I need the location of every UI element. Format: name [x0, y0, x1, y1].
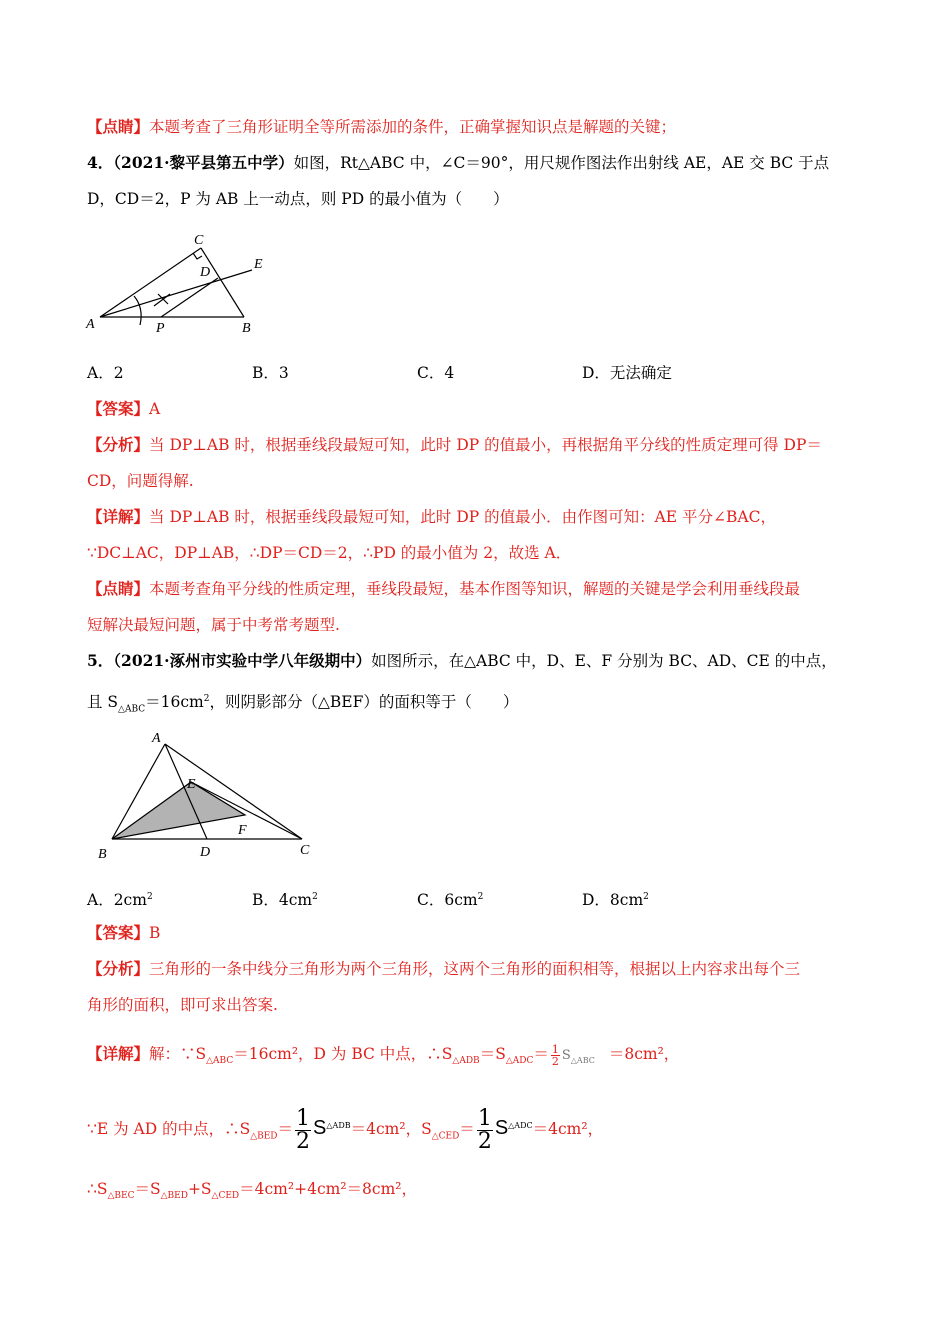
- q5-d2-sub4: △ADC: [508, 1121, 533, 1130]
- q4-comment-text1: 本题考查角平分线的性质定理，垂线段最短，基本作图等知识，解题的关键是学会利用垂线段最: [149, 580, 801, 598]
- q4-stem-line1: [87, 152, 829, 174]
- q5-d3-sub2: △BED: [160, 1191, 188, 1202]
- q4-stem-line2: [87, 188, 509, 210]
- q4-label-a: A: [86, 317, 95, 332]
- q4-label-c: C: [194, 233, 204, 248]
- q4-detail-text1: 当 DP⊥AB 时，根据垂线段最短可知，此时 DP 的值最小．由作图可知：AE 平分∠BAC，: [149, 508, 776, 526]
- q5-detail-line3: [87, 1178, 417, 1207]
- q5-d2-fraction2: [477, 1105, 493, 1154]
- q5-option-c-sup: 2: [477, 892, 484, 902]
- q5-stem-s: 且 S: [87, 693, 119, 712]
- q5-d2-frac2-den: 2: [477, 1128, 492, 1154]
- q5-d3-c: +S: [187, 1180, 212, 1198]
- q4-answer: [87, 398, 160, 420]
- q4-arc-1: [134, 296, 141, 325]
- q4-source: （2021·黎平县第五中学）: [113, 153, 294, 172]
- q5-label-f: F: [238, 823, 247, 838]
- q5-answer-value: B: [149, 924, 161, 942]
- q5-analysis-line2: 角形的面积，即可求出答案.: [87, 996, 278, 1014]
- q5-option-b[interactable]: [252, 886, 318, 911]
- q4-stem-text1: 如图，Rt△ABC 中，∠C＝90°，用尺规作图法作出射线 AE，AE 交 BC 于点: [293, 154, 830, 172]
- q5-d3-sub3: △CED: [211, 1191, 240, 1202]
- q5-option-c[interactable]: [417, 886, 483, 911]
- q5-answer: [87, 922, 160, 944]
- q5-label-c: C: [300, 843, 310, 858]
- q5-d1-sub4: △ABC: [570, 1056, 595, 1066]
- q5-d3-b: ＝S: [134, 1180, 161, 1198]
- q5-d1-a: 解：∵S: [149, 1045, 207, 1063]
- q5-d2-s2: S: [494, 1117, 509, 1140]
- q3-comment-text: 本题考查了三角形证明全等所需添加的条件，正确掌握知识点是解题的关键；: [149, 118, 677, 136]
- q5-d2-d: ＝: [459, 1120, 475, 1139]
- q5-d1-frac-num: 1: [551, 1042, 559, 1056]
- q4-option-d[interactable]: D．无法确定: [582, 364, 672, 382]
- q5-d2-frac1-num: 1: [296, 1105, 311, 1131]
- q5-d2-sub3: △CED: [431, 1131, 460, 1142]
- q5-source: （2021·涿州市实验中学八年级期中）: [113, 651, 372, 670]
- q5-d2-sub1: △BED: [250, 1131, 278, 1142]
- q5-d2-frac1-den: 2: [296, 1128, 311, 1154]
- q5-stem-value: ＝16cm: [145, 693, 204, 712]
- q4-right-angle-mark: [193, 253, 202, 259]
- q4-label-b: B: [242, 321, 251, 336]
- q5-option-d-sup: 2: [643, 892, 649, 902]
- q5-stem-sub: △ABC: [118, 704, 146, 715]
- q4-comment-line2: 短解决最短问题，属于中考常考题型.: [87, 616, 340, 634]
- q5-d1-sub1: △ABC: [206, 1056, 234, 1067]
- q5-option-b-sup: 2: [312, 892, 318, 902]
- q5-d3-a: ∴S: [87, 1180, 108, 1198]
- q5-number: 5．: [87, 651, 114, 670]
- q5-d2-e: ＝4cm²，: [532, 1120, 604, 1139]
- q5-d2-b: ＝: [277, 1120, 294, 1139]
- q5-label-d: D: [200, 845, 211, 860]
- q5-d2-fraction1: [295, 1105, 311, 1154]
- q5-d2-a: ∵E 为 AD 的中点，∴S: [87, 1120, 251, 1139]
- q4-seg-cb: [201, 248, 244, 317]
- q5-d2-sub2: △ADB: [326, 1121, 351, 1130]
- q4-seg-ac: [100, 248, 201, 317]
- q4-label-e: E: [254, 257, 263, 272]
- q5-option-d-text: D．8cm: [582, 891, 644, 910]
- q5-stem-line1: [87, 650, 837, 672]
- q4-label-p: P: [156, 321, 165, 336]
- q5-d1-c: ＝S: [479, 1045, 506, 1063]
- q5-detail-line1: [87, 1036, 679, 1079]
- q4-analysis-line2: CD，问题得解.: [87, 472, 194, 490]
- q5-analysis-line1: [87, 958, 800, 980]
- q4-option-b[interactable]: B．3: [252, 364, 289, 382]
- q4-figure: [84, 228, 274, 340]
- q4-detail-line1: [87, 506, 776, 528]
- q5-figure: [92, 726, 322, 866]
- q5-option-a-text: A．2cm: [87, 891, 147, 910]
- q5-stem-tail: ，则阴影部分（△BEF）的面积等于（ ）: [209, 693, 519, 712]
- q5-d3-d: ＝4cm²+4cm²＝8cm²，: [239, 1180, 417, 1198]
- q5-option-b-text: B．4cm: [252, 891, 313, 910]
- q5-detail-line2: [87, 1100, 603, 1162]
- q4-answer-tag: 【答案】: [87, 399, 150, 418]
- q5-shaded-triangle-bef: [112, 782, 245, 839]
- q5-label-b: B: [98, 847, 107, 862]
- q4-seg-pd: [161, 278, 218, 317]
- q5-analysis-text1: 三角形的一条中线分三角形为两个三角形，这两个三角形的面积相等，根据以上内容求出每个三: [149, 960, 801, 978]
- q4-analysis-line1: [87, 434, 822, 456]
- q4-number: 4．: [87, 153, 114, 172]
- q5-d1-b: ＝16cm²，D 为 BC 中点，∴S: [233, 1045, 453, 1063]
- q5-stem-sup: 2: [203, 694, 210, 704]
- q5-d1-fraction: [551, 1044, 560, 1067]
- q5-option-c-text: C．6cm: [417, 891, 478, 910]
- q4-comment-line1: [87, 578, 800, 600]
- q5-analysis-tag: 【分析】: [87, 959, 150, 978]
- q5-option-d[interactable]: [582, 886, 649, 911]
- q5-d2-frac2-num: 1: [477, 1105, 492, 1131]
- q5-d2-s1: S: [313, 1117, 327, 1140]
- q4-detail-line2: ∵DC⊥AC，DP⊥AB，∴DP＝CD＝2，∴PD 的最小值为 2，故选 A．: [87, 544, 572, 562]
- q5-stem-text1: 如图所示，在△ABC 中，D、E、F 分别为 BC、AD、CE 的中点，: [371, 652, 837, 670]
- q5-d1-e: ＝8cm²，: [608, 1045, 680, 1063]
- q5-option-a-sup: 2: [146, 892, 153, 902]
- q5-d1-d: ＝: [533, 1045, 549, 1063]
- q4-option-c[interactable]: C．4: [417, 364, 455, 382]
- q5-detail-tag: 【详解】: [87, 1044, 150, 1063]
- q5-d1-sub3: △ADC: [505, 1056, 534, 1067]
- q3-comment: [87, 116, 676, 138]
- q3-comment-tag: 【点睛】: [87, 117, 150, 136]
- q4-stem-text2: D，CD＝2，P 为 AB 上一动点，则 PD 的最小值为（ ）: [87, 190, 509, 208]
- q5-option-a[interactable]: [87, 886, 153, 911]
- q5-label-a: A: [152, 731, 161, 746]
- q5-d1-sub2: △ADB: [452, 1056, 480, 1067]
- q5-d2-c: ＝4cm²，S: [350, 1120, 432, 1139]
- q5-answer-tag: 【答案】: [87, 923, 150, 942]
- q5-label-e: E: [187, 777, 196, 792]
- q5-d3-sub1: △BEC: [107, 1191, 135, 1202]
- q4-answer-value: A: [149, 400, 161, 418]
- q4-label-d: D: [200, 265, 211, 280]
- q4-comment-tag: 【点睛】: [87, 579, 150, 598]
- q4-option-a[interactable]: A．2: [87, 364, 124, 382]
- q5-d1-s: S: [561, 1048, 571, 1063]
- q4-analysis-text1: 当 DP⊥AB 时，根据垂线段最短可知，此时 DP 的值最小，再根据角平分线的性质定理可得 DP＝: [149, 436, 822, 454]
- q5-stem-line2: [87, 688, 518, 720]
- q4-detail-tag: 【详解】: [87, 507, 150, 526]
- q4-analysis-tag: 【分析】: [87, 435, 150, 454]
- q5-d1-frac-den: 2: [551, 1054, 559, 1068]
